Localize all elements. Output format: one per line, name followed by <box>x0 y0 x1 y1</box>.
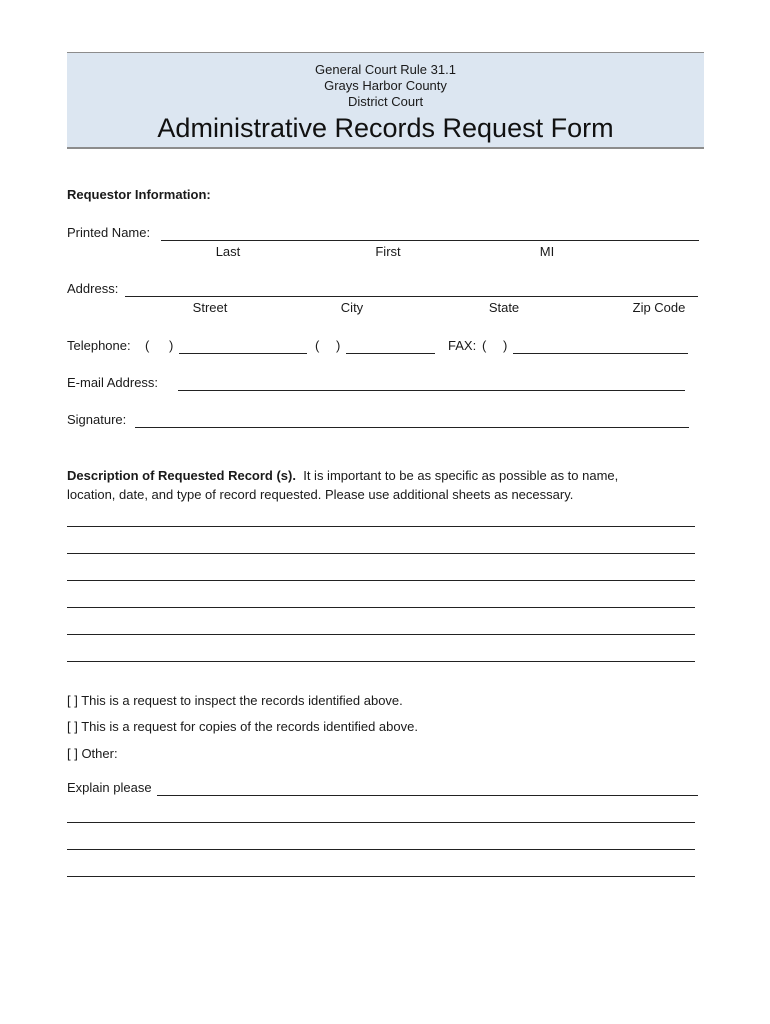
alt-phone-open-paren: ( <box>315 338 320 353</box>
description-text-2: location, date, and type of record requested. Please use additional sheets as necessary. <box>67 487 574 502</box>
explain-line-2[interactable] <box>67 807 695 823</box>
description-paragraph <box>67 468 618 484</box>
option-copies[interactable]: [ ] This is a request for copies of the records identified above. <box>67 719 418 734</box>
description-line-4[interactable] <box>67 592 695 608</box>
form-header <box>67 52 704 149</box>
description-text-1: It is important to be as specific as possible as to name, <box>303 468 619 483</box>
fax-open-paren: ( <box>482 338 487 353</box>
telephone-close-paren: ) <box>169 338 174 353</box>
signature-field[interactable] <box>135 412 689 428</box>
telephone-field[interactable] <box>179 338 307 354</box>
explain-label: Explain please <box>67 780 152 795</box>
county-name: Grays Harbor County <box>324 78 447 93</box>
address-field[interactable] <box>125 281 698 297</box>
address-part-city: City <box>340 300 364 315</box>
fax-label: FAX: <box>448 338 477 353</box>
explain-line-3[interactable] <box>67 834 695 850</box>
court-name: District Court <box>347 94 424 109</box>
description-line-1[interactable] <box>67 511 695 527</box>
email-label: E-mail Address: <box>67 375 159 390</box>
address-part-street: Street <box>192 300 228 315</box>
alt-phone-field[interactable] <box>346 338 435 354</box>
telephone-label: Telephone: <box>67 338 131 353</box>
option-inspect[interactable]: [ ] This is a request to inspect the records identified above. <box>67 693 403 708</box>
description-line-5[interactable] <box>67 619 695 635</box>
name-part-last: Last <box>215 244 241 259</box>
alt-phone-close-paren: ) <box>336 338 341 353</box>
description-line-2[interactable] <box>67 538 695 554</box>
email-field[interactable] <box>178 375 685 391</box>
requestor-heading: Requestor Information: <box>67 187 211 202</box>
explain-line-1[interactable] <box>157 780 698 796</box>
description-line-3[interactable] <box>67 565 695 581</box>
fax-close-paren: ) <box>503 338 508 353</box>
signature-label: Signature: <box>67 412 127 427</box>
address-part-state: State <box>488 300 520 315</box>
address-part-zip: Zip Code <box>632 300 686 315</box>
form-title: Administrative Records Request Form <box>157 113 614 143</box>
description-line-6[interactable] <box>67 646 695 662</box>
fax-field[interactable] <box>513 338 688 354</box>
telephone-open-paren: ( <box>145 338 150 353</box>
option-other[interactable]: [ ] Other: <box>67 746 118 761</box>
address-label: Address: <box>67 281 119 296</box>
printed-name-label: Printed Name: <box>67 225 151 240</box>
name-part-mi: MI <box>539 244 555 259</box>
court-rule: General Court Rule 31.1 <box>315 62 456 77</box>
explain-line-4[interactable] <box>67 861 695 877</box>
description-heading: Description of Requested Record (s). <box>67 468 296 483</box>
name-part-first: First <box>375 244 401 259</box>
printed-name-field[interactable] <box>161 225 699 241</box>
